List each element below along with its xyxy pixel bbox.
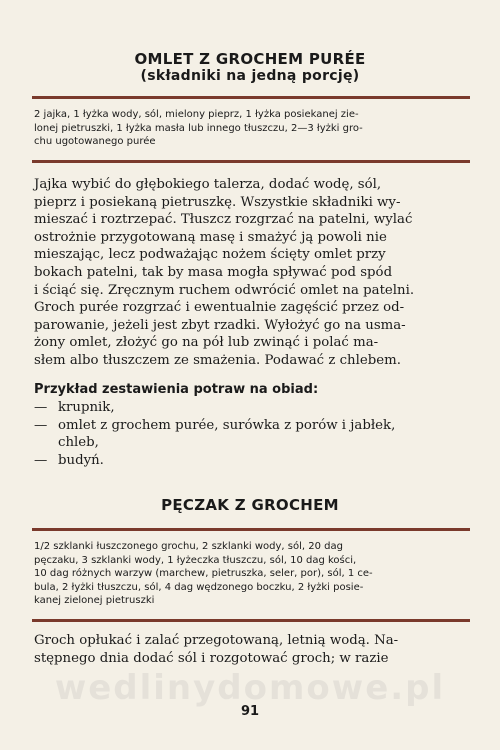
instruction-line: Groch purée rozgrzać i ewentualnie zagęścić przez od- xyxy=(34,300,405,316)
list-item-continuation: chleb, xyxy=(58,435,99,450)
list-item xyxy=(34,399,395,417)
recipe1-ingredients xyxy=(34,108,470,149)
instruction-line: pieprz i posiekaną pietruszkę. Wszystkie składniki wy- xyxy=(34,194,401,210)
recipe1-title: OMLET Z GROCHEM PURÉE xyxy=(134,50,366,68)
ingredients-line: chu ugotowanego purée xyxy=(34,136,156,148)
instruction-line: słem albo tłuszczem ze smażenia. Podawać z chlebem. xyxy=(34,352,401,368)
ingredients-line: kanej zielonej pietruszki xyxy=(34,595,155,607)
ingredients-line: 1/2 szklanki łuszczonego grochu, 2 szklanki wody, sól, 20 dag xyxy=(34,541,343,552)
watermark: wedlinydomowe.pl xyxy=(54,668,446,708)
dash: — xyxy=(34,400,48,415)
ingredients-line: lonej pietruszki, 1 łyżka masła lub innego tłuszczu, 2—3 łyżki gro- xyxy=(34,122,363,134)
page-number: 91 xyxy=(240,704,260,719)
list-item xyxy=(34,452,395,470)
rule-top-2 xyxy=(32,528,470,531)
menu-heading: Przykład zestawienia potraw na obiad: xyxy=(34,382,319,397)
recipe1-instructions xyxy=(34,176,470,370)
instruction-line: stępnego dnia dodać sól i rozgotować groch; w razie xyxy=(34,650,389,666)
list-item-text: budyń. xyxy=(58,452,104,468)
ingredients-line: bula, 2 łyżki tłuszczu, sól, 4 dag wędzonego boczku, 2 łyżki posie- xyxy=(34,581,364,593)
instruction-line: mieszając, lecz podważając nożem ścięty omlet przy xyxy=(34,247,386,263)
recipe2-instructions xyxy=(34,632,470,667)
instruction-line: i ściąć się. Zręcznym ruchem odwrócić omlet na patelni. xyxy=(34,282,415,298)
instruction-line: mieszać i roztrzepać. Tłuszcz rozgrzać na patelni, wylać xyxy=(34,212,413,228)
recipe2-ingredients xyxy=(34,540,470,608)
instruction-line: parowanie, jeżeli jest zbyt rzadki. Wyłożyć go na usma- xyxy=(34,317,406,333)
instruction-line: Jajka wybić do głębokiego talerza, dodać wodę, sól, xyxy=(34,177,382,192)
rule-top-1 xyxy=(32,96,470,99)
rule-bottom-2 xyxy=(32,619,470,622)
dash: — xyxy=(34,452,48,468)
instruction-line: bokach patelni, tak by masa mogła spływać pod spód xyxy=(34,264,393,280)
instruction-line: Groch opłukać i zalać przegotowaną, letnią wodą. Na- xyxy=(34,633,399,648)
recipe1-subtitle: (składniki na jedną porcję) xyxy=(140,68,360,84)
instruction-line: ostrożnie przygotowaną masę i smażyć ją powoli nie xyxy=(34,229,387,245)
rule-bottom-1 xyxy=(32,160,470,163)
dash: — xyxy=(34,417,48,433)
list-item-text: omlet z grochem purée, surówka z porów i jabłek, xyxy=(58,417,396,433)
ingredients-line: 10 dag różnych warzyw (marchew, pietruszka, seler, por), sól, 1 ce- xyxy=(34,568,373,580)
recipe2-title: PĘCZAK Z GROCHEM xyxy=(161,496,339,514)
instruction-line: żony omlet, złożyć go na pół lub zwinąć i polać ma- xyxy=(34,335,379,351)
ingredients-line: 2 jajka, 1 łyżka wody, sól, mielony pieprz, 1 łyżka posiekanej zie- xyxy=(34,109,359,120)
list-item xyxy=(34,417,395,435)
list-item-text: krupnik, xyxy=(58,400,115,415)
ingredients-line: pęczaku, 3 szklanki wody, 1 łyżeczka tłuszczu, sól, 10 dag kości, xyxy=(34,554,357,566)
menu-list xyxy=(34,399,395,469)
